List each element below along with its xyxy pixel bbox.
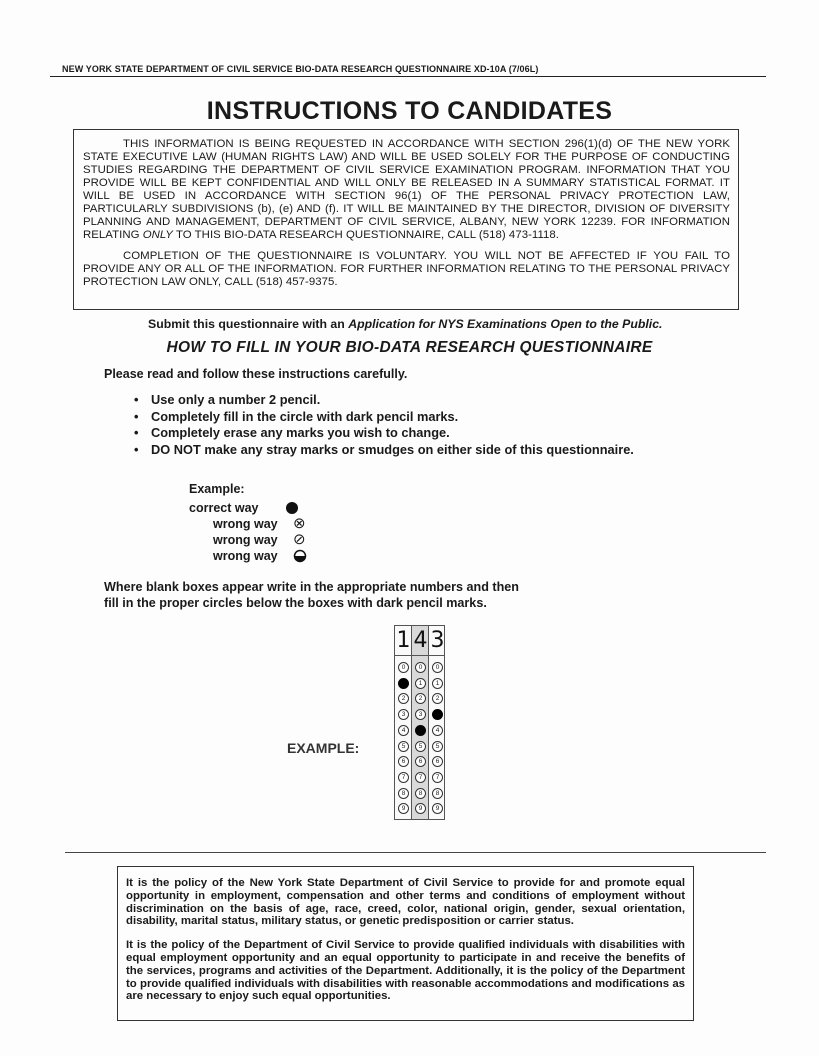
answer-bubble[interactable]: 2 (398, 693, 409, 704)
answer-bubble[interactable]: 2 (415, 693, 426, 704)
equal-opportunity-policy-box (117, 866, 694, 1021)
grid-digit-1: 1 (396, 628, 411, 653)
list-item (134, 442, 634, 459)
answer-bubble[interactable]: 1 (398, 678, 409, 689)
answer-bubble[interactable]: 4 (415, 725, 426, 736)
answer-bubble[interactable]: 9 (398, 803, 409, 814)
half-filled-circle-icon (293, 549, 307, 563)
wrong-way-label-1: wrong way (213, 517, 278, 531)
answer-bubble[interactable]: 7 (415, 772, 426, 783)
slashed-circle-icon: ⊘ (293, 531, 306, 548)
answer-bubble[interactable]: 8 (398, 788, 409, 799)
instruction-text: Use only a number 2 pencil. (151, 392, 321, 407)
page-title: INSTRUCTIONS TO CANDIDATES (206, 97, 613, 125)
answer-bubble[interactable]: 4 (432, 725, 443, 736)
answer-bubble[interactable]: 0 (398, 662, 409, 673)
privacy-emphasis: ONLY (142, 229, 173, 241)
list-item (134, 392, 634, 409)
answer-bubble[interactable]: 6 (415, 756, 426, 767)
list-item (134, 409, 634, 426)
instruction-text: Completely fill in the circle with dark pencil marks. (151, 408, 459, 424)
policy-paragraph-1: It is the policy of the New York State Department of Civil Service to provide for and promote equal opportunity in employment, compensation and other terms and conditions of employment without discrimination on the basis of age, race, creed, color, national origin, gender, sexual orientation, disability, marital status, military status, or genetic predisposition or carrier status. (126, 877, 685, 928)
privacy-paragraph-1-end: TO THIS BIO-DATA RESEARCH QUESTIONNAIRE, CALL (518) 473-1118. (175, 229, 559, 241)
privacy-paragraph-1-text: THIS INFORMATION IS BEING REQUESTED IN ACCORDANCE WITH SECTION 296(1)(d) OF THE NEW YORK STATE EXECUTIVE LAW (HUMAN RIGHTS LAW) AND WILL BE USED SOLELY FOR THE PURPOSE OF CONDUCTING STUDIES REGARDING THE DEPARTMENT OF CIVIL SERVICE EXAMINATION PROGRAM. INFORMATION THAT YOU PROVIDE WILL BE KEPT CONFIDENTIAL AND WILL ONLY BE RELEASED IN A SUMMARY STATISTICAL FORMAT. IT WILL BE USED IN ACCORDANCE WITH SECTION 96(1) OF THE PERSONAL PRIVACY PROTECTION LAW, PARTICULARLY SUBDIVISIONS (b), (e) AND (f). IT WILL BE MAINTAINED BY THE DIRECTOR, DIVISION OF DIVERSITY PLANNING AND MANAGEMENT, DEPARTMENT OF CIVIL SERVICE, ALBANY, NEW YORK 12239. FOR INFORMATION RELATING (83, 138, 730, 241)
header-rule (50, 76, 766, 77)
privacy-notice-box (73, 129, 739, 310)
answer-bubble[interactable]: 7 (432, 772, 443, 783)
blank-boxes-note-line-1: Where blank boxes appear write in the appropriate numbers and then (104, 580, 519, 594)
bullet-icon: • (134, 441, 139, 457)
answer-bubble[interactable]: 9 (415, 803, 426, 814)
answer-bubble[interactable]: 9 (432, 803, 443, 814)
answer-bubble[interactable]: 0 (432, 662, 443, 673)
wrong-way-label-3: wrong way (213, 549, 278, 563)
wrong-way-label-2: wrong way (213, 533, 278, 547)
instruction-list (134, 392, 634, 458)
answer-bubble[interactable]: 0 (415, 662, 426, 673)
correct-way-label: correct way (189, 501, 259, 515)
bullet-icon: • (134, 408, 139, 424)
answer-bubble[interactable]: 8 (432, 788, 443, 799)
example-heading: EXAMPLE: (287, 740, 360, 756)
bullet-icon: • (134, 425, 139, 440)
crossed-circle-icon: ⊗ (293, 515, 306, 532)
application-title: Application for NYS Examinations Open to the Public. (348, 317, 663, 331)
answer-grid-example (394, 625, 445, 820)
instruction-text: Completely erase any marks you wish to change. (151, 425, 450, 440)
read-follow-note: Please read and follow these instructions carefully. (104, 367, 408, 381)
grid-digit-rule (395, 655, 444, 656)
grid-digit-3: 3 (430, 628, 445, 653)
answer-bubble[interactable]: 5 (398, 741, 409, 752)
how-to-heading: HOW TO FILL IN YOUR BIO-DATA RESEARCH QUESTIONNAIRE (166, 339, 653, 356)
list-item (134, 425, 634, 442)
example-label: Example: (189, 482, 245, 496)
privacy-paragraph-1 (83, 138, 730, 242)
answer-bubble[interactable]: 6 (432, 756, 443, 767)
instruction-text: make any stray marks or smudges on either side of this questionnaire. (200, 441, 634, 457)
answer-bubble[interactable]: 1 (415, 678, 426, 689)
bullet-icon: • (134, 392, 139, 407)
answer-bubble[interactable]: 5 (415, 741, 426, 752)
form-header: NEW YORK STATE DEPARTMENT OF CIVIL SERVICE BIO-DATA RESEARCH QUESTIONNAIRE XD-10A (7/06L) (62, 64, 539, 74)
answer-bubble[interactable]: 3 (432, 709, 443, 720)
answer-bubble[interactable]: 2 (432, 693, 443, 704)
privacy-paragraph-2: COMPLETION OF THE QUESTIONNAIRE IS VOLUNTARY. YOU WILL NOT BE AFFECTED IF YOU FAIL TO PROVIDE ANY OR ALL OF THE INFORMATION. FOR FURTHER INFORMATION RELATING TO THE PERSONAL PRIVACY PROTECTION LAW ONLY, CALL (518) 457-9375. (83, 250, 730, 288)
answer-bubble[interactable]: 1 (432, 678, 443, 689)
grid-digit-2: 4 (413, 628, 428, 653)
answer-bubble[interactable]: 7 (398, 772, 409, 783)
submit-note-text: Submit this questionnaire with an (148, 317, 345, 331)
section-rule (65, 852, 766, 853)
filled-circle-icon (286, 502, 298, 514)
answer-bubble[interactable]: 4 (398, 725, 409, 736)
submit-note (148, 317, 662, 331)
blank-boxes-note (104, 579, 519, 611)
answer-bubble[interactable]: 5 (432, 741, 443, 752)
policy-paragraph-2: It is the policy of the Department of Civil Service to provide qualified individuals with disabilities with equal employment opportunity and an equal opportunity to participate in and receive the benefits of the services, programs and activities of the Department. Additionally, it is the policy of the Department to provide qualified individuals with disabilities with reasonable accommodations and modifications as are necessary to enjoy such equal opportunities. (126, 939, 685, 1003)
answer-bubble[interactable]: 6 (398, 756, 409, 767)
instruction-strong: DO NOT (151, 441, 201, 457)
blank-boxes-note-line-2: fill in the proper circles below the boxes with dark pencil marks. (104, 596, 487, 610)
answer-bubble[interactable]: 3 (398, 709, 409, 720)
answer-bubble[interactable]: 8 (415, 788, 426, 799)
answer-bubble[interactable]: 3 (415, 709, 426, 720)
